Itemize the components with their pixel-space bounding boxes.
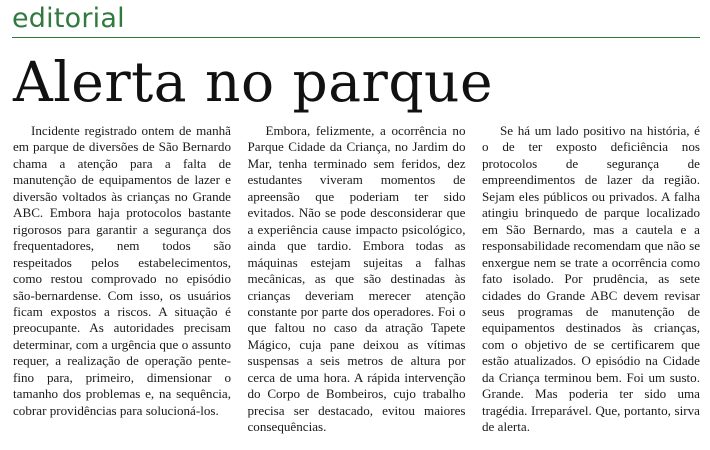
article-body <box>13 123 700 436</box>
section-label: editorial <box>12 3 125 34</box>
section-divider <box>12 37 700 38</box>
column-1: Incidente registrado ontem de manhã em parque de diversões de São Bernardo chama a atenção para a falta de manutenção de equipamentos de lazer e diversão voltados às crianças no Grande ABC. Embora haja protocolos bastante rigorosos para garantir a segurança dos frequentadores, nem todos são respeitados pelos estabelecimentos, como restou comprovado no episódio são-bernardense. Com isso, os usuários ficam expostos a riscos. A situação é preocupante. As autoridades precisam determinar, com a urgência que o assunto requer, a realização de operação pente-fino para, primeiro, dimensionar o tamanho dos problemas e, na sequência, cobrar providências para solucioná-los. <box>13 123 231 418</box>
column-3: Se há um lado positivo na história, é o de ter exposto deficiência nos protocolos de segurança de empreendimentos de lazer da região. Sejam eles públicos ou privados. A falha atingiu brinquedo de parque localizado em São Bernardo, mas a cautela e a responsabilidade recomendam que não se enxergue nem se trate a ocorrência como fato isolado. Por prudência, as sete cidades do Grande ABC devem revisar seus programas de manutenção de equipamentos destinados às crianças, com o objetivo de se certificarem que estão atualizados. O episódio na Cidade da Criança terminou bem. Foi um susto. Grande. Mas poderia ter sido uma tragédia. Irreparável. Que, portanto, sirva de alerta. <box>482 123 700 435</box>
headline: Alerta no parque <box>13 50 494 114</box>
column-2: Embora, felizmente, a ocorrência no Parque Cidade da Criança, no Jardim do Mar, tenha terminado sem feridos, dez estudantes viveram momentos de apreensão que poderiam ter sido evitados. Não se pode desconsiderar que a experiência cause impacto psicológico, ainda que tardio. Embora todas as máquinas estejam sujeitas a falhas mecânicas, as que são destinadas às crianças deveriam merecer atenção constante por parte dos operadores. Foi o que faltou no caso da atração Tapete Mágico, cuja pane deixou as vítimas suspensas a seis metros de altura por cerca de uma hora. A rápida intervenção do Corpo de Bombeiros, cujo trabalho precisa ser destacado, evitou maiores consequências. <box>247 123 466 435</box>
